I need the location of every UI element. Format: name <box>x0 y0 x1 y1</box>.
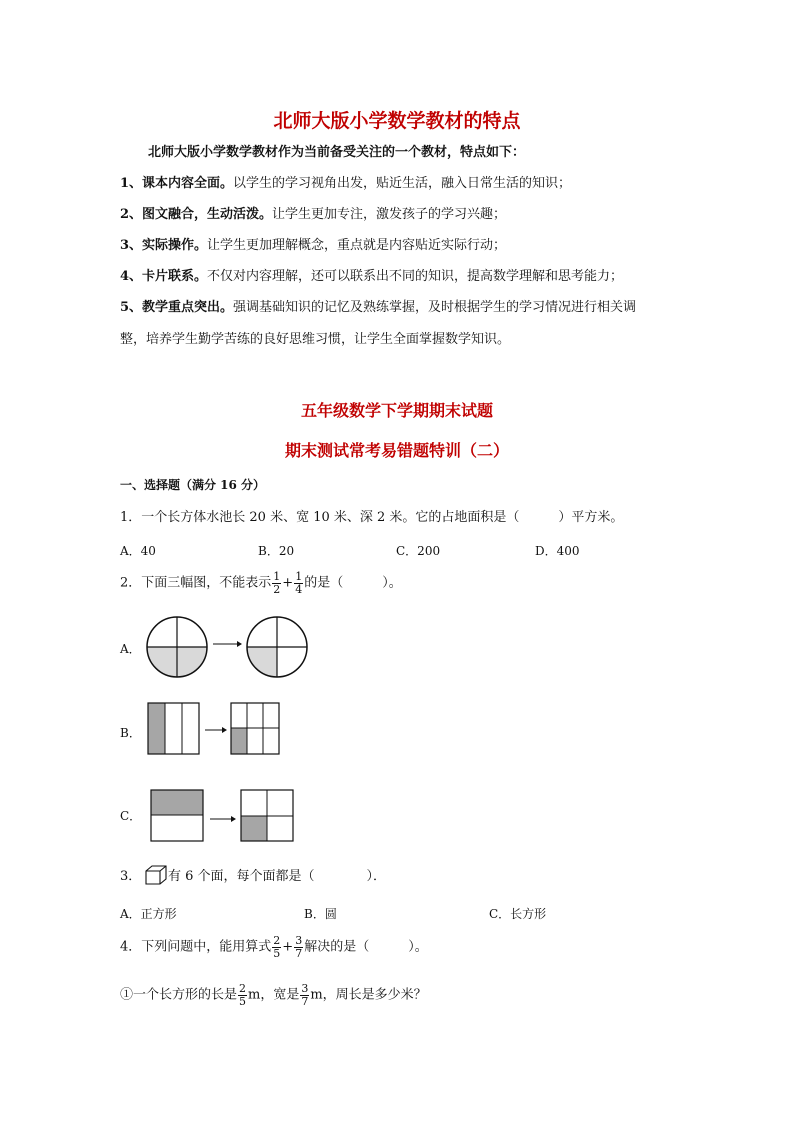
question-2 <box>120 571 402 595</box>
point-2-lead: 2、图文融合，生动活泼。 <box>120 207 273 222</box>
question-3: 有 6 个面，每个面都是（ ）． <box>168 869 387 884</box>
arrow-icon <box>210 816 236 822</box>
q4-item-1-f1-den: 5 <box>239 994 247 1008</box>
point-5-text: 强调基础知识的记忆及熟练掌握，及时根据学生的学习情况进行相关调 <box>233 300 637 315</box>
intro-text: 北师大版小学数学教材作为当前备受关注的一个教材，特点如下： <box>148 145 526 160</box>
point-4-text: 不仅对内容理解，还可以联系出不同的知识，提高数学理解和思考能力； <box>207 269 624 284</box>
q4-item-1-mid: m，宽是 <box>248 987 300 1003</box>
q2-f1-den: 2 <box>273 582 281 596</box>
q2-figure-a <box>145 614 315 680</box>
square-right <box>241 790 293 841</box>
q1-option-a[interactable]: A．40 <box>120 544 156 558</box>
q2-option-b-label[interactable]: B． <box>120 726 141 740</box>
q3-option-a[interactable]: A．正方形 <box>120 907 177 921</box>
point-1-lead: 1、课本内容全面。 <box>120 176 234 191</box>
q4-f1-den: 5 <box>273 946 281 960</box>
point-1 <box>120 175 571 193</box>
point-5 <box>120 299 636 317</box>
question-3-number: 3． <box>120 869 142 884</box>
point-2-text: 让学生更加专注，激发孩子的学习兴趣； <box>272 207 507 222</box>
q4-fraction-2 <box>294 935 303 959</box>
q4-item-1-fraction-2 <box>300 983 309 1007</box>
circle-right <box>247 617 307 677</box>
exam-title: 五年级数学下学期期末试题 <box>300 401 493 420</box>
q1-option-c[interactable]: C．200 <box>396 544 441 558</box>
question-1: 1．一个长方体水池长 20 米、宽 10 米、深 2 米。它的占地面积是（ ）平方米。 <box>120 510 624 525</box>
q4-plus: + <box>282 939 294 955</box>
q4-item-1-f1-num: 2 <box>239 982 247 995</box>
cube-icon <box>144 864 168 886</box>
q4-prefix: 4．下列问题中，能用算式 <box>120 939 272 955</box>
q2-option-c-label[interactable]: C． <box>120 809 142 823</box>
q4-item-1-f2-num: 3 <box>301 982 309 995</box>
point-2 <box>120 206 506 224</box>
q2-figure-b <box>147 702 283 756</box>
q2-suffix: 的是（ ）。 <box>304 575 402 591</box>
section-heading: 一、选择题（满分 16 分） <box>120 478 266 492</box>
q4-f2-den: 7 <box>295 946 303 960</box>
exam-subtitle: 期末测试常考易错题特训（二） <box>284 441 509 460</box>
q4-suffix: 解决的是（ ）。 <box>304 939 428 955</box>
q3-option-c[interactable]: C．长方形 <box>489 907 547 921</box>
q2-plus: + <box>282 575 294 591</box>
point-5-continued: 整，培养学生勤学苦练的良好思维习惯，让学生全面掌握数学知识。 <box>120 332 511 347</box>
arrow-icon <box>213 641 242 647</box>
page-title: 北师大版小学数学教材的特点 <box>273 110 521 132</box>
question-4 <box>120 935 428 959</box>
point-3 <box>120 237 506 255</box>
q1-option-b[interactable]: B．20 <box>258 544 295 558</box>
point-4-lead: 4、卡片联系。 <box>120 269 208 284</box>
grid-right <box>231 703 279 754</box>
point-4 <box>120 268 623 286</box>
bar-left <box>148 703 199 754</box>
q2-f1-num: 1 <box>273 570 281 583</box>
q2-f2-den: 4 <box>295 582 303 596</box>
q4-item-1-prefix: ①一个长方形的长是 <box>120 987 238 1003</box>
q4-f1-num: 2 <box>273 934 281 947</box>
q3-option-b[interactable]: B．圆 <box>304 907 337 921</box>
q2-fraction-2 <box>294 571 303 595</box>
q2-figure-c <box>150 789 296 843</box>
point-5-lead: 5、教学重点突出。 <box>120 300 234 315</box>
circle-left <box>147 617 207 677</box>
q4-item-1 <box>120 983 427 1007</box>
q2-f2-num: 1 <box>295 570 303 583</box>
arrow-icon <box>205 727 227 733</box>
q4-item-1-f2-den: 7 <box>301 994 309 1008</box>
q4-f2-num: 3 <box>295 934 303 947</box>
rect-left <box>151 790 203 841</box>
q4-item-1-fraction-1 <box>238 983 247 1007</box>
q1-option-d[interactable]: D．400 <box>535 544 580 558</box>
q2-option-a-label[interactable]: A． <box>120 642 141 656</box>
q2-prefix: 2．下面三幅图，不能表示 <box>120 575 272 591</box>
point-3-lead: 3、实际操作。 <box>120 238 208 253</box>
point-3-text: 让学生更加理解概念，重点就是内容贴近实际行动； <box>207 238 507 253</box>
q2-fraction-1 <box>272 571 281 595</box>
q4-fraction-1 <box>272 935 281 959</box>
point-1-text: 以学生的学习视角出发，贴近生活，融入日常生活的知识； <box>233 176 572 191</box>
q4-item-1-suffix: m，周长是多少米？ <box>310 987 427 1003</box>
